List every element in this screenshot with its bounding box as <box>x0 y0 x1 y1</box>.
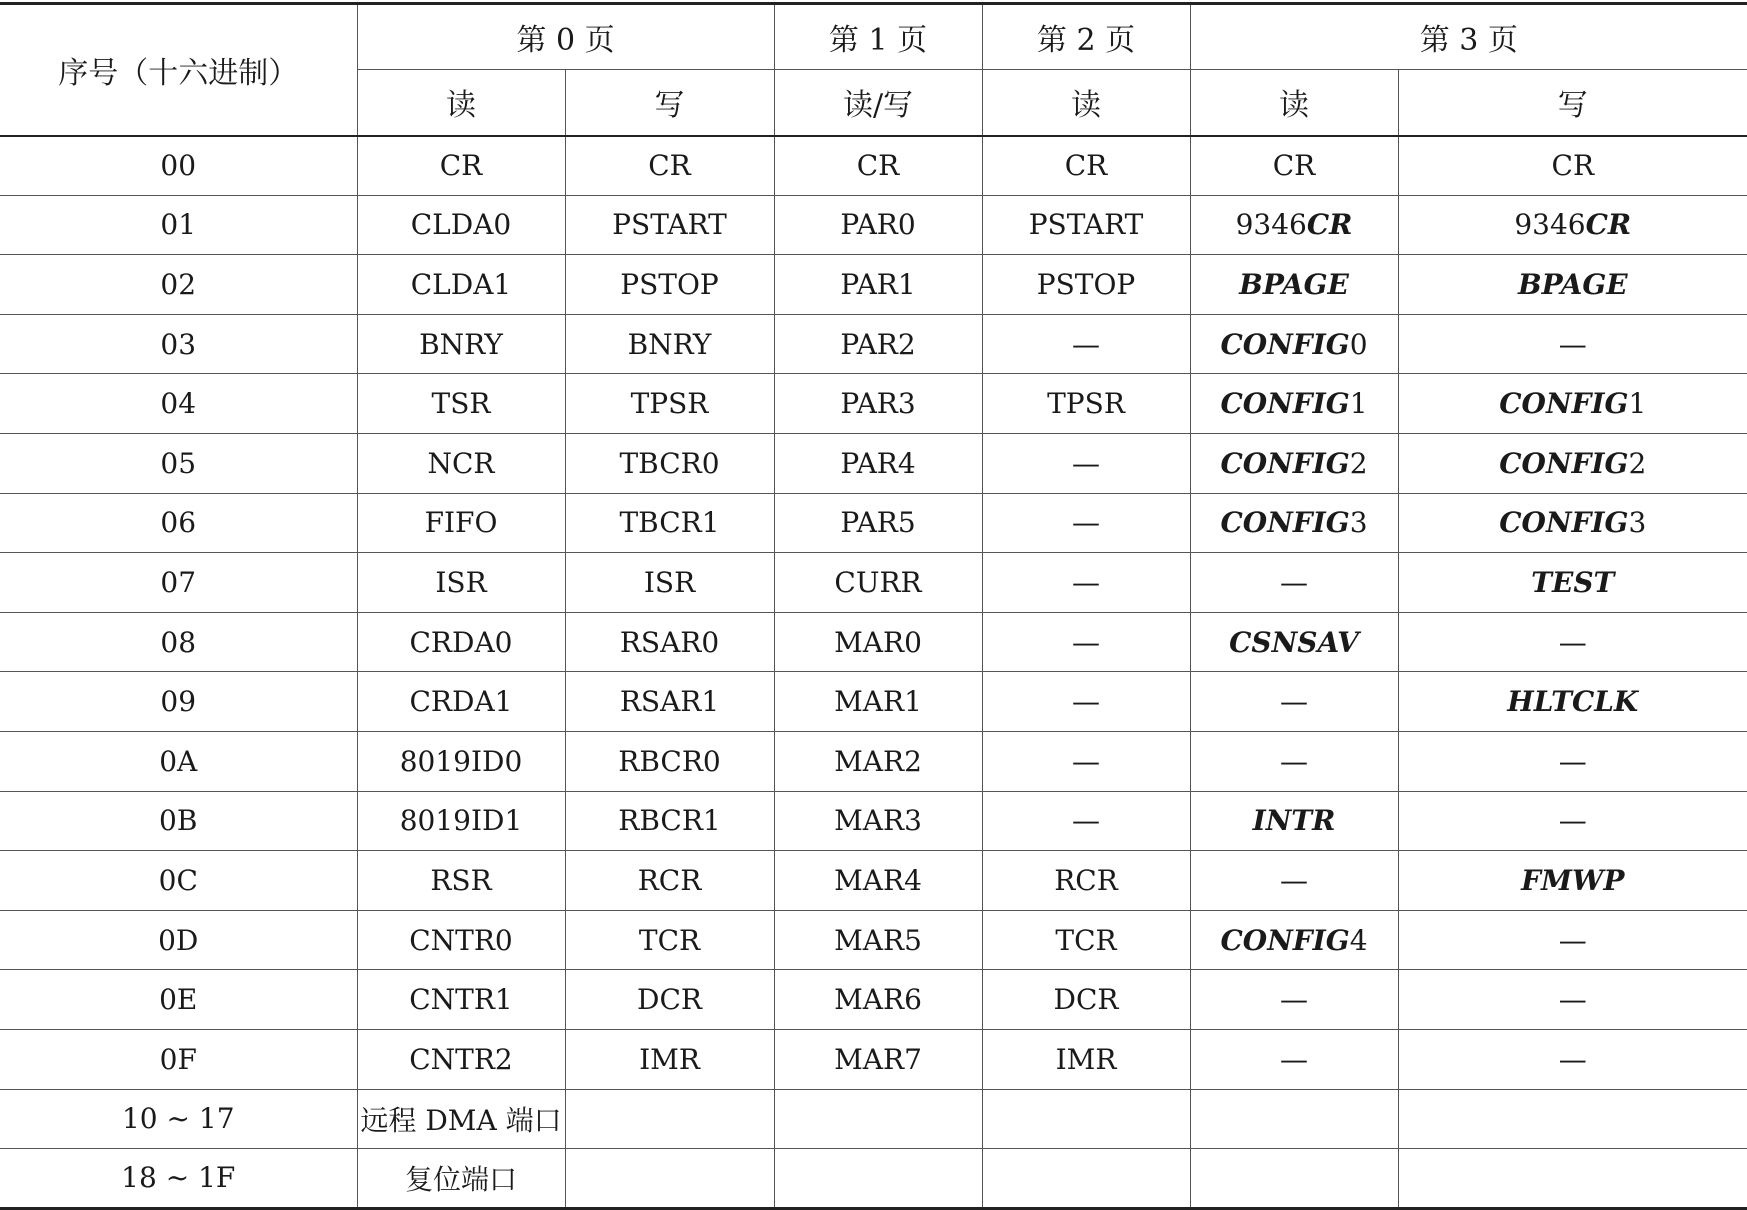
register-suffix: 3 <box>1349 506 1368 540</box>
register-map-table <box>0 2 1747 1210</box>
cell-page1 <box>774 1149 982 1209</box>
header-page0-read: 读 <box>357 70 565 136</box>
cell-page0-read: CRDA0 <box>357 612 565 672</box>
cell-page2-read: TPSR <box>982 374 1190 434</box>
cell-page0-read: RSR <box>357 851 565 911</box>
register-value: — <box>1558 327 1587 361</box>
cell-page3-read <box>1190 195 1398 255</box>
cell-page1: PAR1 <box>774 255 982 315</box>
table-row <box>0 255 1747 315</box>
register-value: — <box>1280 1042 1309 1076</box>
register-name-emphasis: BPAGE <box>1517 267 1628 301</box>
register-name-emphasis: CONFIG <box>1499 506 1629 540</box>
cell-page0-write <box>565 1149 774 1209</box>
cell-page1: PAR4 <box>774 433 982 493</box>
cell-page2-read: — <box>982 314 1190 374</box>
cell-page3-write <box>1398 374 1747 434</box>
cell-page2-read: RCR <box>982 851 1190 911</box>
table-row <box>0 1089 1747 1149</box>
cell-page3-read <box>1190 791 1398 851</box>
register-name-emphasis: CSNSAV <box>1229 625 1359 659</box>
cell-page1: MAR0 <box>774 612 982 672</box>
cell-index: 0F <box>0 1029 357 1089</box>
header-page1-read-write: 读/写 <box>774 70 982 136</box>
cell-page3-write <box>1398 195 1747 255</box>
cell-page3-write <box>1398 433 1747 493</box>
register-name-emphasis: TEST <box>1531 565 1615 599</box>
cell-page3-write <box>1398 731 1747 791</box>
register-prefix: 9346 <box>1235 208 1307 242</box>
table-row <box>0 731 1747 791</box>
cell-page3-read <box>1190 1089 1398 1149</box>
register-value: — <box>1280 685 1309 719</box>
table-row <box>0 970 1747 1030</box>
cell-page0-read: BNRY <box>357 314 565 374</box>
cell-page0-read: ISR <box>357 553 565 613</box>
cell-page1 <box>774 1089 982 1149</box>
cell-page0-read: CR <box>357 136 565 196</box>
cell-page0-read: CRDA1 <box>357 672 565 732</box>
cell-page0-write: RSAR0 <box>565 612 774 672</box>
cell-page0-write <box>565 1089 774 1149</box>
cell-page3-read <box>1190 970 1398 1030</box>
cell-index: 08 <box>0 612 357 672</box>
cell-page3-write <box>1398 1089 1747 1149</box>
register-name-emphasis: HLTCLK <box>1507 685 1639 719</box>
cell-page3-read <box>1190 1149 1398 1209</box>
table-body <box>0 136 1747 1209</box>
cell-page0-write: RSAR1 <box>565 672 774 732</box>
cell-page3-read <box>1190 314 1398 374</box>
register-name-emphasis: CONFIG <box>1220 446 1350 480</box>
cell-page0-write: TPSR <box>565 374 774 434</box>
cell-page3-read <box>1190 374 1398 434</box>
header-page-0: 第 0 页 <box>357 4 774 70</box>
cell-page2-read: PSTART <box>982 195 1190 255</box>
register-name-emphasis: CR <box>1585 208 1632 242</box>
register-name-emphasis: BPAGE <box>1239 267 1349 301</box>
table-row <box>0 374 1747 434</box>
cell-page2-read: PSTOP <box>982 255 1190 315</box>
cell-page0-read: CNTR1 <box>357 970 565 1030</box>
register-value: — <box>1558 804 1587 838</box>
cell-page3-read <box>1190 612 1398 672</box>
register-suffix: 1 <box>1628 387 1647 421</box>
cell-index: 07 <box>0 553 357 613</box>
register-name: CR <box>1551 149 1595 183</box>
cell-page0-write: DCR <box>565 970 774 1030</box>
header-page2-read: 读 <box>982 70 1190 136</box>
register-suffix: 0 <box>1349 327 1368 361</box>
cell-page0-read: CLDA1 <box>357 255 565 315</box>
cell-page1: PAR5 <box>774 493 982 553</box>
cell-page2-read <box>982 1149 1190 1209</box>
table-row <box>0 791 1747 851</box>
cell-index: 03 <box>0 314 357 374</box>
cell-page0-read: NCR <box>357 433 565 493</box>
cell-index: 02 <box>0 255 357 315</box>
cell-page0-read: CNTR2 <box>357 1029 565 1089</box>
register-suffix: 2 <box>1349 446 1368 480</box>
cell-page3-read <box>1190 910 1398 970</box>
cell-index: 0E <box>0 970 357 1030</box>
cell-page0-read: 复位端口 <box>357 1149 565 1209</box>
cell-page1: MAR3 <box>774 791 982 851</box>
cell-page0-read: 8019ID1 <box>357 791 565 851</box>
table-row <box>0 910 1747 970</box>
cell-page0-write: TBCR1 <box>565 493 774 553</box>
cell-page1: PAR2 <box>774 314 982 374</box>
cell-page0-write: TCR <box>565 910 774 970</box>
header-row-pages <box>0 4 1747 70</box>
cell-page1: MAR1 <box>774 672 982 732</box>
cell-page3-read <box>1190 136 1398 196</box>
cell-page1: MAR4 <box>774 851 982 911</box>
register-suffix: 4 <box>1349 923 1368 957</box>
cell-page3-write <box>1398 851 1747 911</box>
register-name-emphasis: FMWP <box>1521 863 1625 897</box>
table-row <box>0 195 1747 255</box>
cell-page0-read: FIFO <box>357 493 565 553</box>
cell-page3-write <box>1398 255 1747 315</box>
register-value: — <box>1558 923 1587 957</box>
cell-page1: MAR6 <box>774 970 982 1030</box>
cell-page0-write: PSTART <box>565 195 774 255</box>
register-name-emphasis: CONFIG <box>1220 923 1350 957</box>
cell-page2-read: CR <box>982 136 1190 196</box>
header-page3-read: 读 <box>1190 70 1398 136</box>
register-suffix: 1 <box>1349 387 1368 421</box>
cell-page0-read: CLDA0 <box>357 195 565 255</box>
register-name-emphasis: CR <box>1306 208 1353 242</box>
cell-page3-write <box>1398 136 1747 196</box>
cell-index: 06 <box>0 493 357 553</box>
cell-index: 18 ~ 1F <box>0 1149 357 1209</box>
header-page-1: 第 1 页 <box>774 4 982 70</box>
cell-page2-read: — <box>982 493 1190 553</box>
cell-page2-read: — <box>982 553 1190 613</box>
register-value: — <box>1280 863 1309 897</box>
cell-page3-write <box>1398 1149 1747 1209</box>
register-name-emphasis: CONFIG <box>1499 387 1629 421</box>
register-value: — <box>1558 1042 1587 1076</box>
cell-page0-write: TBCR0 <box>565 433 774 493</box>
register-value: — <box>1558 744 1587 778</box>
cell-page3-read <box>1190 672 1398 732</box>
cell-page3-read <box>1190 851 1398 911</box>
cell-page2-read: — <box>982 672 1190 732</box>
cell-page3-write <box>1398 1029 1747 1089</box>
header-page-2: 第 2 页 <box>982 4 1190 70</box>
table-row <box>0 672 1747 732</box>
cell-page1: CURR <box>774 553 982 613</box>
cell-page0-write: PSTOP <box>565 255 774 315</box>
cell-page1: CR <box>774 136 982 196</box>
header-page0-write: 写 <box>565 70 774 136</box>
register-suffix: 3 <box>1628 506 1647 540</box>
cell-page3-read <box>1190 1029 1398 1089</box>
cell-page1: PAR3 <box>774 374 982 434</box>
cell-page0-write: BNRY <box>565 314 774 374</box>
cell-index: 09 <box>0 672 357 732</box>
cell-page2-read: DCR <box>982 970 1190 1030</box>
register-value: — <box>1280 983 1309 1017</box>
cell-index: 0B <box>0 791 357 851</box>
cell-index: 0C <box>0 851 357 911</box>
cell-page3-write <box>1398 553 1747 613</box>
register-suffix: 2 <box>1628 446 1647 480</box>
table-row <box>0 1029 1747 1089</box>
cell-page3-write <box>1398 791 1747 851</box>
cell-page2-read: — <box>982 433 1190 493</box>
table-row <box>0 493 1747 553</box>
cell-page0-write: RCR <box>565 851 774 911</box>
cell-page3-write <box>1398 493 1747 553</box>
cell-page3-write <box>1398 910 1747 970</box>
register-value: — <box>1558 625 1587 659</box>
cell-page1: MAR7 <box>774 1029 982 1089</box>
header-page-3: 第 3 页 <box>1190 4 1747 70</box>
cell-index: 0D <box>0 910 357 970</box>
cell-page0-write: CR <box>565 136 774 196</box>
table-row <box>0 1149 1747 1209</box>
cell-page0-write: IMR <box>565 1029 774 1089</box>
cell-index: 01 <box>0 195 357 255</box>
register-name-emphasis: CONFIG <box>1220 387 1350 421</box>
cell-page3-write <box>1398 672 1747 732</box>
cell-page1: PAR0 <box>774 195 982 255</box>
header-index: 序号（十六进制） <box>0 4 357 136</box>
register-value: — <box>1558 983 1587 1017</box>
register-name-emphasis: CONFIG <box>1220 506 1350 540</box>
cell-page2-read <box>982 1089 1190 1149</box>
cell-page3-read <box>1190 493 1398 553</box>
cell-page0-read: 远程 DMA 端口 <box>357 1089 565 1149</box>
cell-page2-read: — <box>982 791 1190 851</box>
cell-page3-read <box>1190 433 1398 493</box>
cell-page2-read: TCR <box>982 910 1190 970</box>
table-row <box>0 612 1747 672</box>
cell-page3-write <box>1398 314 1747 374</box>
cell-page0-write: RBCR1 <box>565 791 774 851</box>
table-row <box>0 136 1747 196</box>
cell-index: 04 <box>0 374 357 434</box>
cell-page1: MAR5 <box>774 910 982 970</box>
register-value: — <box>1280 744 1309 778</box>
table-row <box>0 314 1747 374</box>
table-row <box>0 433 1747 493</box>
cell-page2-read: IMR <box>982 1029 1190 1089</box>
cell-index: 10 ~ 17 <box>0 1089 357 1149</box>
cell-index: 00 <box>0 136 357 196</box>
table-row <box>0 553 1747 613</box>
cell-page2-read: — <box>982 612 1190 672</box>
register-name-emphasis: INTR <box>1252 804 1336 838</box>
cell-page0-write: ISR <box>565 553 774 613</box>
cell-page3-write <box>1398 970 1747 1030</box>
register-value: — <box>1280 565 1309 599</box>
register-name: CR <box>1272 149 1316 183</box>
cell-page0-read: 8019ID0 <box>357 731 565 791</box>
cell-page3-read <box>1190 553 1398 613</box>
register-name-emphasis: CONFIG <box>1220 327 1350 361</box>
cell-page3-write <box>1398 612 1747 672</box>
cell-page3-read <box>1190 255 1398 315</box>
cell-page2-read: — <box>982 731 1190 791</box>
header-page3-write: 写 <box>1398 70 1747 136</box>
cell-index: 05 <box>0 433 357 493</box>
cell-page1: MAR2 <box>774 731 982 791</box>
cell-page3-read <box>1190 731 1398 791</box>
cell-index: 0A <box>0 731 357 791</box>
cell-page0-read: CNTR0 <box>357 910 565 970</box>
cell-page0-read: TSR <box>357 374 565 434</box>
table-row <box>0 851 1747 911</box>
cell-page0-write: RBCR0 <box>565 731 774 791</box>
register-name-emphasis: CONFIG <box>1499 446 1629 480</box>
register-prefix: 9346 <box>1514 208 1586 242</box>
